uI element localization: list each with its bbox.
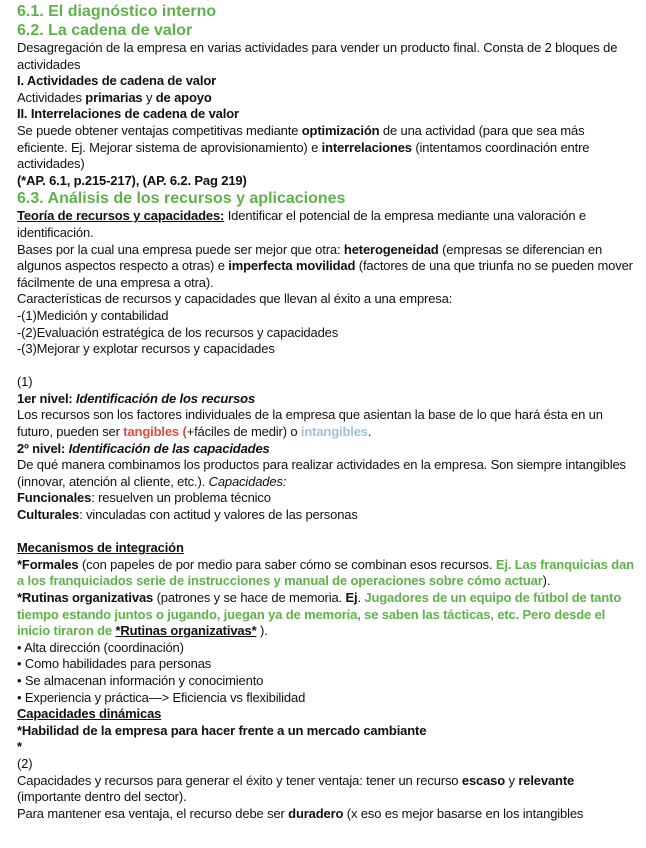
characteristics-line: Características de recursos y capacidades que llevan al éxito a una empresa: bbox=[17, 291, 453, 307]
capabilities-paragraph: De qué manera combinamos los productos para realizar actividades en la empresa. Son siempre intangibles (innovar, atención al cliente, etc.). Capacidades: bbox=[17, 457, 626, 489]
ap-reference: (*AP. 6.1, p.215-217), (AP. 6.2. Pag 219) bbox=[17, 172, 247, 188]
cultural-line: Culturales: vinculadas con actitud y valores de las personas bbox=[17, 507, 358, 523]
dynamic-capabilities-heading: Capacidades dinámicas bbox=[17, 706, 162, 722]
list-item: -(3)Mejorar y explotar recursos y capacidades bbox=[17, 341, 275, 357]
routines-paragraph: *Rutinas organizativas (patrones y se hace de memoria. Ej. Jugadores de un equipo de fútbol de tanto tiempo estando juntos o jugando, juegan ya de memoria, se saben las tácticas, etc. Pero desde el inicio tiraron de *Rutinas organizativas* ). bbox=[17, 590, 622, 639]
section-marker-2: (2) bbox=[17, 755, 33, 771]
functional-line: Funcionales: resuelven un problema técnico bbox=[17, 490, 271, 506]
advantage-paragraph: Capacidades y recursos para generar el éxito y tener ventaja: tener un recurso escaso y relevante (importante dentro del sector). bbox=[17, 772, 575, 805]
formal-paragraph: *Formales (con papeles de por medio para saber cómo se combinan esos recursos. Ej. Las franquicias dan a los franquiciados serie de instrucciones y manual de operaciones sobre cómo actuar). bbox=[17, 556, 634, 589]
section-6-3-title: 6.3. Análisis de los recursos y aplicaciones bbox=[17, 190, 346, 208]
level-1-heading: 1er nivel: Identificación de los recursos bbox=[17, 390, 256, 406]
list-item: • Experiencia y práctica—> Eficiencia vs flexibilidad bbox=[17, 689, 306, 705]
level-2-heading: 2º nivel: Identificación de las capacidades bbox=[17, 440, 270, 456]
value-chain-description: Desagregación de la empresa en varias actividades para vender un producto final. Consta de 2 bloques de actividades bbox=[17, 40, 618, 72]
ability-line: *Habilidad de la empresa para hacer frente a un mercado cambiante bbox=[17, 722, 427, 738]
list-item: • Alta dirección (coordinación) bbox=[17, 639, 184, 655]
interrelations-text: Se puede obtener ventajas competitivas mediante optimización de una actividad (para que sea más eficiente. Ej. Mejorar sistema de aprovisionamiento) e interrelaciones (intentamos coordinación entre actividades) bbox=[17, 122, 590, 172]
activities-heading: I. Actividades de cadena de valor bbox=[17, 73, 217, 89]
list-item: • Se almacenan información y conocimiento bbox=[17, 672, 264, 688]
resources-paragraph: Los recursos son los factores individuales de la empresa que asientan la base de lo que hará ésta en un futuro, pueden ser tangibles (+fáciles de medir) o intangibles. bbox=[17, 407, 603, 440]
integration-heading: Mecanismos de integración bbox=[17, 540, 184, 556]
document-page bbox=[17, 2, 637, 822]
star-line: * bbox=[17, 739, 22, 755]
bases-paragraph: Bases por la cual una empresa puede ser mejor que otra: heterogeneidad (empresas se diferencian en algunos aspectos respecto a otras) e imperfecta movilidad (factores de una que triunfa no se pueden mover fácilmente de una empresa a otra). bbox=[17, 241, 633, 290]
theory-paragraph: Teoría de recursos y capacidades: Identificar el potencial de la empresa mediante una valoración e identificación. bbox=[17, 208, 586, 240]
list-item: -(1)Medición y contabilidad bbox=[17, 307, 169, 323]
maintain-paragraph: Para mantener esa ventaja, el recurso debe ser duradero (x eso es mejor basarse en los intangibles bbox=[17, 805, 584, 821]
list-item: -(2)Evaluación estratégica de los recursos y capacidades bbox=[17, 324, 339, 340]
section-6-2-title: 6.2. La cadena de valor bbox=[17, 22, 193, 39]
interrelations-heading: II. Interrelaciones de cadena de valor bbox=[17, 106, 239, 122]
activities-line: Actividades primarias y de apoyo bbox=[17, 89, 212, 105]
section-6-1-title: 6.1. El diagnóstico interno bbox=[17, 3, 217, 20]
list-item: • Como habilidades para personas bbox=[17, 656, 212, 672]
section-marker-1: (1) bbox=[17, 374, 33, 390]
